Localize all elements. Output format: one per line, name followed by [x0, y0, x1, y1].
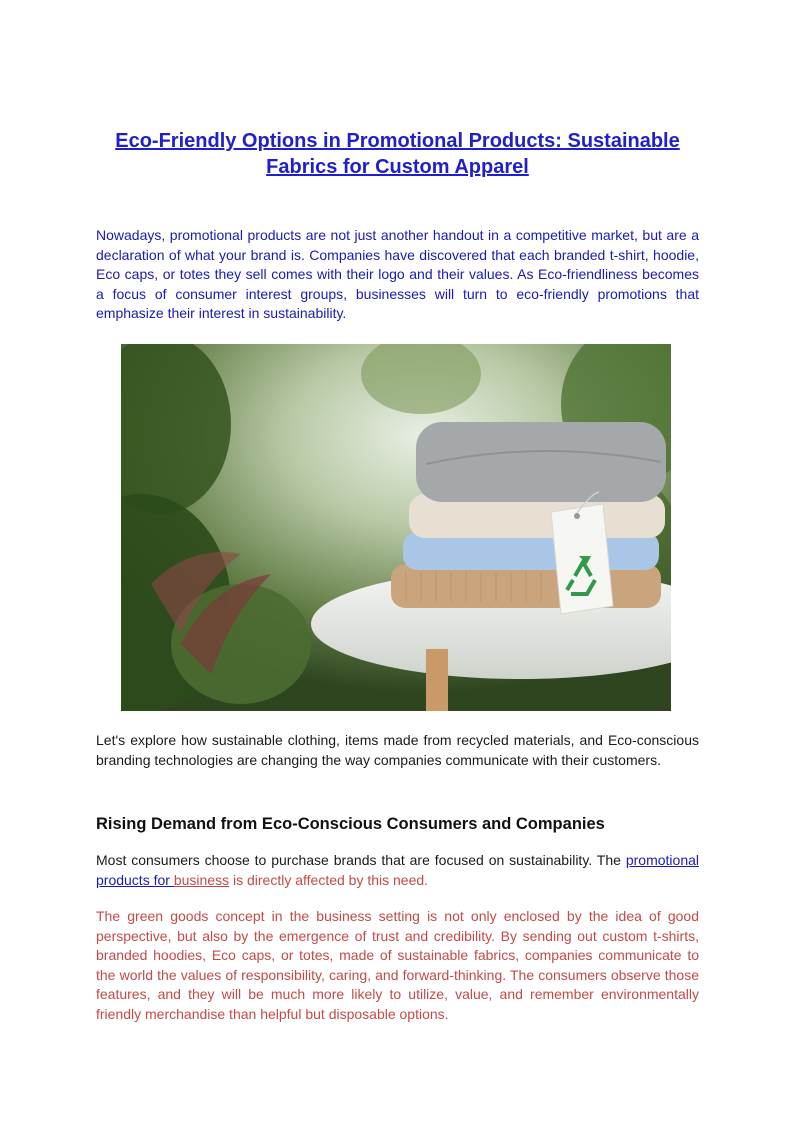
demand-paragraph	[96, 851, 699, 890]
demand-tail: is directly affected by this need.	[229, 871, 429, 888]
intro-paragraph: Nowadays, promotional products are not just another handout in a competitive market, but are a declaration of what your brand is. Companies have discovered that each branded t-shirt, hoodie, Eco caps, or totes they sell comes with their logo and their values. As Eco-friendliness becomes a focus of consumer interest groups, businesses will turn to eco-friendly promotions that emphasize their interest in sustainability.	[96, 227, 699, 322]
explore-paragraph: Let's explore how sustainable clothing, items made from recycled materials, and Eco-conscious branding technologies are changing the way companies communicate with their customers.	[96, 732, 699, 768]
hero-image-folded-clothes-recycle-tag	[121, 344, 671, 711]
promotional-products-link[interactable]: promotional products for	[96, 852, 699, 888]
green-goods-paragraph: The green goods concept in the business setting is not only enclosed by the idea of good perspective, but also by the emergence of trust and credibility. By sending out custom t-shirts, branded hoodies, Eco caps, or totes, made of sustainable fabrics, companies communicate to the world the values of responsibility, caring, and forward-thinking. The consumers observe those features, and they will be much more likely to utilize, value, and remember environmentally friendly merchandise than helpful but disposable options.	[96, 908, 699, 1022]
business-link[interactable]: business	[173, 871, 230, 888]
clothes-stack-illustration	[121, 344, 671, 711]
section-heading: Rising Demand from Eco-Conscious Consumers and Companies	[96, 815, 605, 833]
demand-text: Most consumers choose to purchase brands that are focused on sustainability. The	[96, 852, 621, 868]
document-title[interactable]: Eco-Friendly Options in Promotional Products: Sustainable Fabrics for Custom Apparel	[115, 130, 680, 178]
